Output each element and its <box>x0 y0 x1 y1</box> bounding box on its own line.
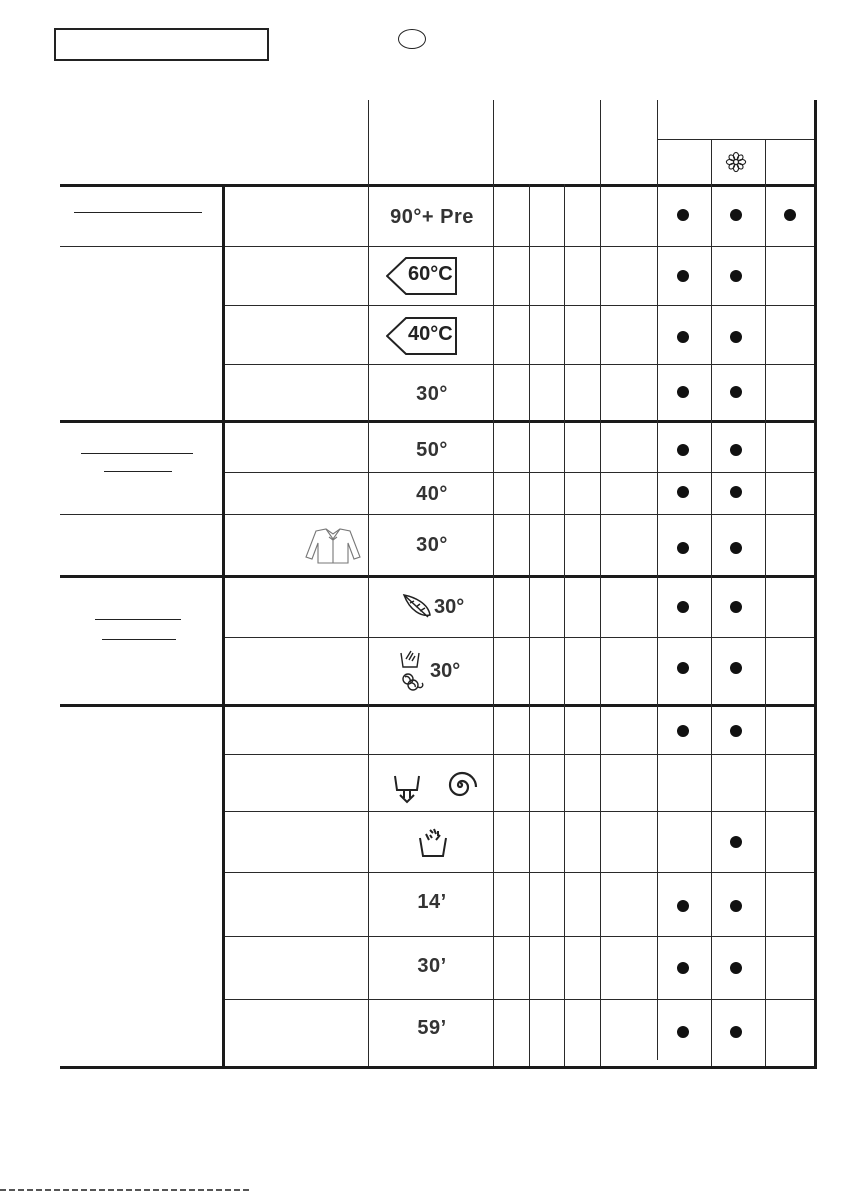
indicator-dot <box>730 542 742 554</box>
shirt-icon <box>304 527 362 565</box>
indicator-dot <box>730 725 742 737</box>
program-temp: 30° <box>434 596 465 618</box>
indicator-dot <box>677 601 689 613</box>
indicator-dot <box>730 486 742 498</box>
indicator-dot <box>677 662 689 674</box>
indicator-dot <box>730 836 742 848</box>
indicator-dot <box>677 444 689 456</box>
program-temp: 50° <box>416 439 448 461</box>
indicator-dot <box>677 900 689 912</box>
indicator-dot <box>730 900 742 912</box>
table-right-border <box>814 100 817 1069</box>
indicator-dot <box>677 725 689 737</box>
indicator-dot <box>730 331 742 343</box>
indicator-dot <box>730 962 742 974</box>
indicator-dot <box>677 486 689 498</box>
label-box <box>54 28 269 61</box>
group-label-line <box>104 471 172 472</box>
indicator-dot <box>677 270 689 282</box>
program-temp: 40° <box>416 483 448 505</box>
flower-icon <box>725 151 747 173</box>
country-badge <box>398 29 426 49</box>
indicator-dot <box>677 962 689 974</box>
drain-icon <box>393 770 421 804</box>
group-label-line <box>81 453 193 454</box>
indicator-dot <box>677 1026 689 1038</box>
program-temp: 30’ <box>417 955 447 977</box>
group-label-line <box>74 212 202 213</box>
feather-icon <box>400 591 434 623</box>
table-bottom-line <box>60 1066 816 1069</box>
program-temp-tag: 60°C <box>386 257 458 293</box>
program-temp: 59’ <box>417 1017 447 1039</box>
group-column-divider <box>222 184 225 1069</box>
footer-cut-text <box>0 1186 250 1192</box>
indicator-dot <box>730 1026 742 1038</box>
indicator-dot <box>677 542 689 554</box>
program-temp: 30° <box>416 383 448 405</box>
program-temp: 14’ <box>417 891 447 913</box>
program-temp: 30° <box>430 660 461 682</box>
indicator-dot <box>677 386 689 398</box>
indicator-dot <box>677 331 689 343</box>
indicator-dot <box>730 209 742 221</box>
program-temp: 90°+ Pre <box>390 206 474 228</box>
spin-icon <box>442 767 478 803</box>
group-label-line <box>102 639 176 640</box>
indicator-dot <box>730 270 742 282</box>
indicator-dot <box>730 662 742 674</box>
indicator-dot <box>677 209 689 221</box>
program-temp: 30° <box>416 534 448 556</box>
indicator-dot <box>784 209 796 221</box>
indicator-dot <box>730 601 742 613</box>
header-bottom-line <box>60 184 816 187</box>
rinse-icon <box>416 826 450 860</box>
hand-wash-wool-icon <box>398 645 430 695</box>
header-sub-line <box>657 139 815 140</box>
indicator-dot <box>730 444 742 456</box>
indicator-dot <box>730 386 742 398</box>
program-temp-tag: 40°C <box>386 317 458 353</box>
group-label-line <box>95 619 181 620</box>
